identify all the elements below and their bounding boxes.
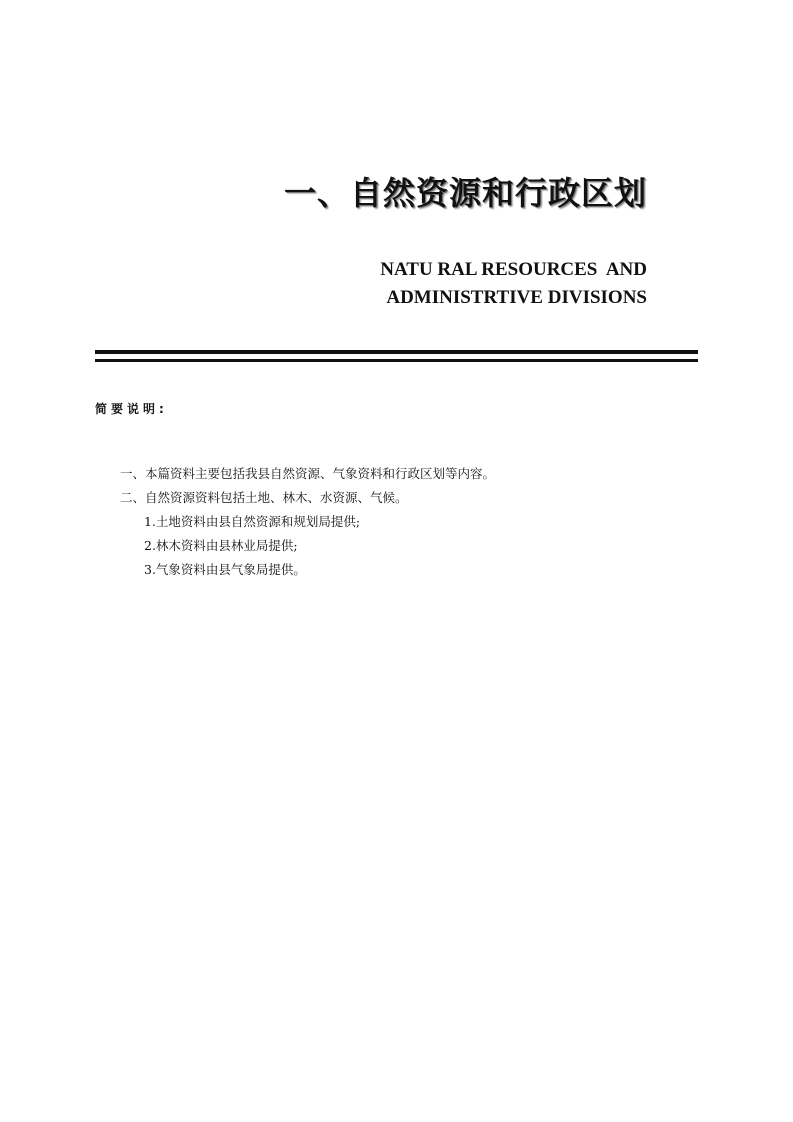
chapter-title-english xyxy=(380,256,647,312)
english-title-line-2: ADMINISTRTIVE DIVISIONS xyxy=(386,287,647,308)
note-subitem-2: 2.林木资料由县林业局提供; xyxy=(144,538,298,553)
note-subitem-3: 3.气象资料由县气象局提供。 xyxy=(144,562,306,577)
note-subitem-1: 1.土地资料由县自然资源和规划局提供; xyxy=(144,514,361,529)
note-item-2: 二、自然资源资料包括土地、林木、水资源、气候。 xyxy=(120,490,408,505)
note-item-1: 一、本篇资料主要包括我县自然资源、气象资料和行政区划等内容。 xyxy=(120,466,496,481)
summary-notes xyxy=(120,462,495,582)
divider-thick xyxy=(95,350,698,354)
summary-heading: 简要说明: xyxy=(95,402,168,416)
chapter-title: 一、自然资源和行政区划 xyxy=(283,174,647,212)
divider-thin xyxy=(95,359,698,362)
english-title-line-1: NATU RAL RESOURCES AND xyxy=(380,259,647,280)
